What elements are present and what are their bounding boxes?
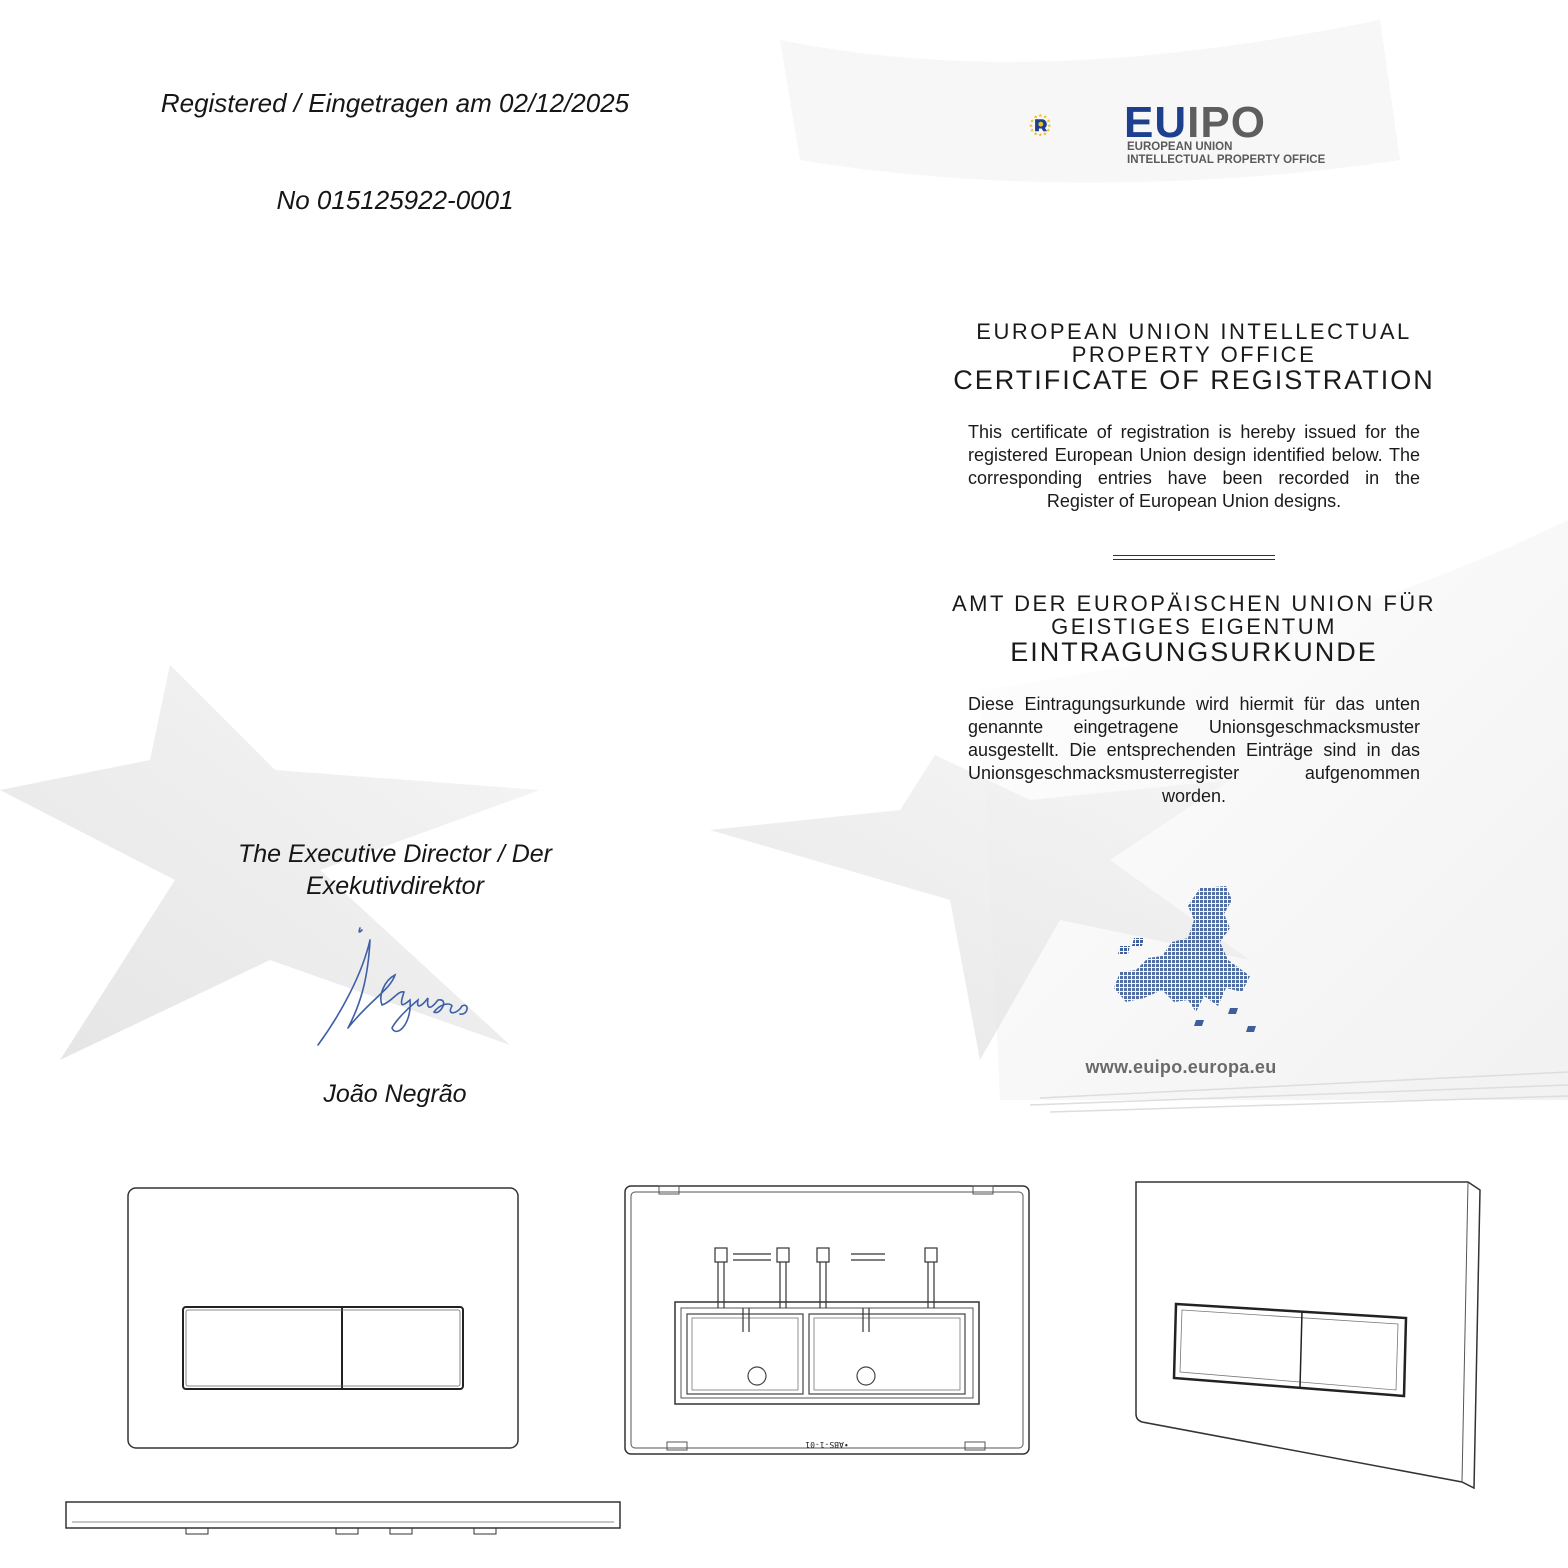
director-name: João Negrão <box>323 1080 467 1108</box>
registration-number: No 015125922-0001 <box>276 185 514 215</box>
handwritten-signature <box>300 920 500 1060</box>
english-heading <box>880 320 1508 394</box>
german-body-text: Diese Eintragungsurkunde wird hiermit für das unten genannte eingetragene Unionsgeschmacksmuster ausgestellt. Die entsprechenden Einträge sind in das Unionsgeschmacksmusterregister aufgenommen worden. <box>968 694 1420 806</box>
german-heading <box>880 592 1508 666</box>
logo-subtitle-line1: EUROPEAN UNION <box>1127 141 1233 153</box>
german-office-line2: GEISTIGES EIGENTUM <box>1051 614 1337 639</box>
design-perspective-view <box>1132 1178 1484 1490</box>
executive-director-title <box>150 838 640 902</box>
english-certificate-title: CERTIFICATE OF REGISTRATION <box>953 365 1435 395</box>
euipo-logo-subtitle <box>1127 141 1325 167</box>
design-top-view <box>64 1498 622 1538</box>
back-view-marking: •ABS-1-01 <box>805 1440 849 1449</box>
registration-date: Registered / Eingetragen am 02/12/2025 <box>160 88 630 118</box>
euipo-logo-icon <box>1028 80 1118 170</box>
logo-subtitle-line2: INTELLECTUAL PROPERTY OFFICE <box>1127 154 1326 166</box>
logo-ipo-text: IPO <box>1187 98 1266 147</box>
english-office-line2: PROPERTY OFFICE <box>1071 342 1317 367</box>
director-title-line2: Exekutivdirektor <box>306 872 484 900</box>
director-title-line1: The Executive Director / Der <box>238 840 552 868</box>
german-office-line1: AMT DER EUROPÄISCHEN UNION FÜR <box>951 591 1437 616</box>
design-front-view <box>126 1186 520 1450</box>
euipo-website-link[interactable]: www.euipo.europa.eu <box>1085 1057 1277 1077</box>
section-divider <box>1113 555 1275 560</box>
europe-dot-map-icon <box>1100 880 1280 1040</box>
german-certificate-title: EINTRAGUNGSURKUNDE <box>1010 637 1378 667</box>
english-office-line1: EUROPEAN UNION INTELLECTUAL <box>976 319 1412 344</box>
english-body-text: This certificate of registration is hereby issued for the registered European Union design identified below. The corresponding entries have been recorded in the Register of European Union designs. <box>968 422 1420 511</box>
logo-eu-text: EU <box>1124 98 1188 147</box>
design-back-view <box>623 1184 1031 1456</box>
